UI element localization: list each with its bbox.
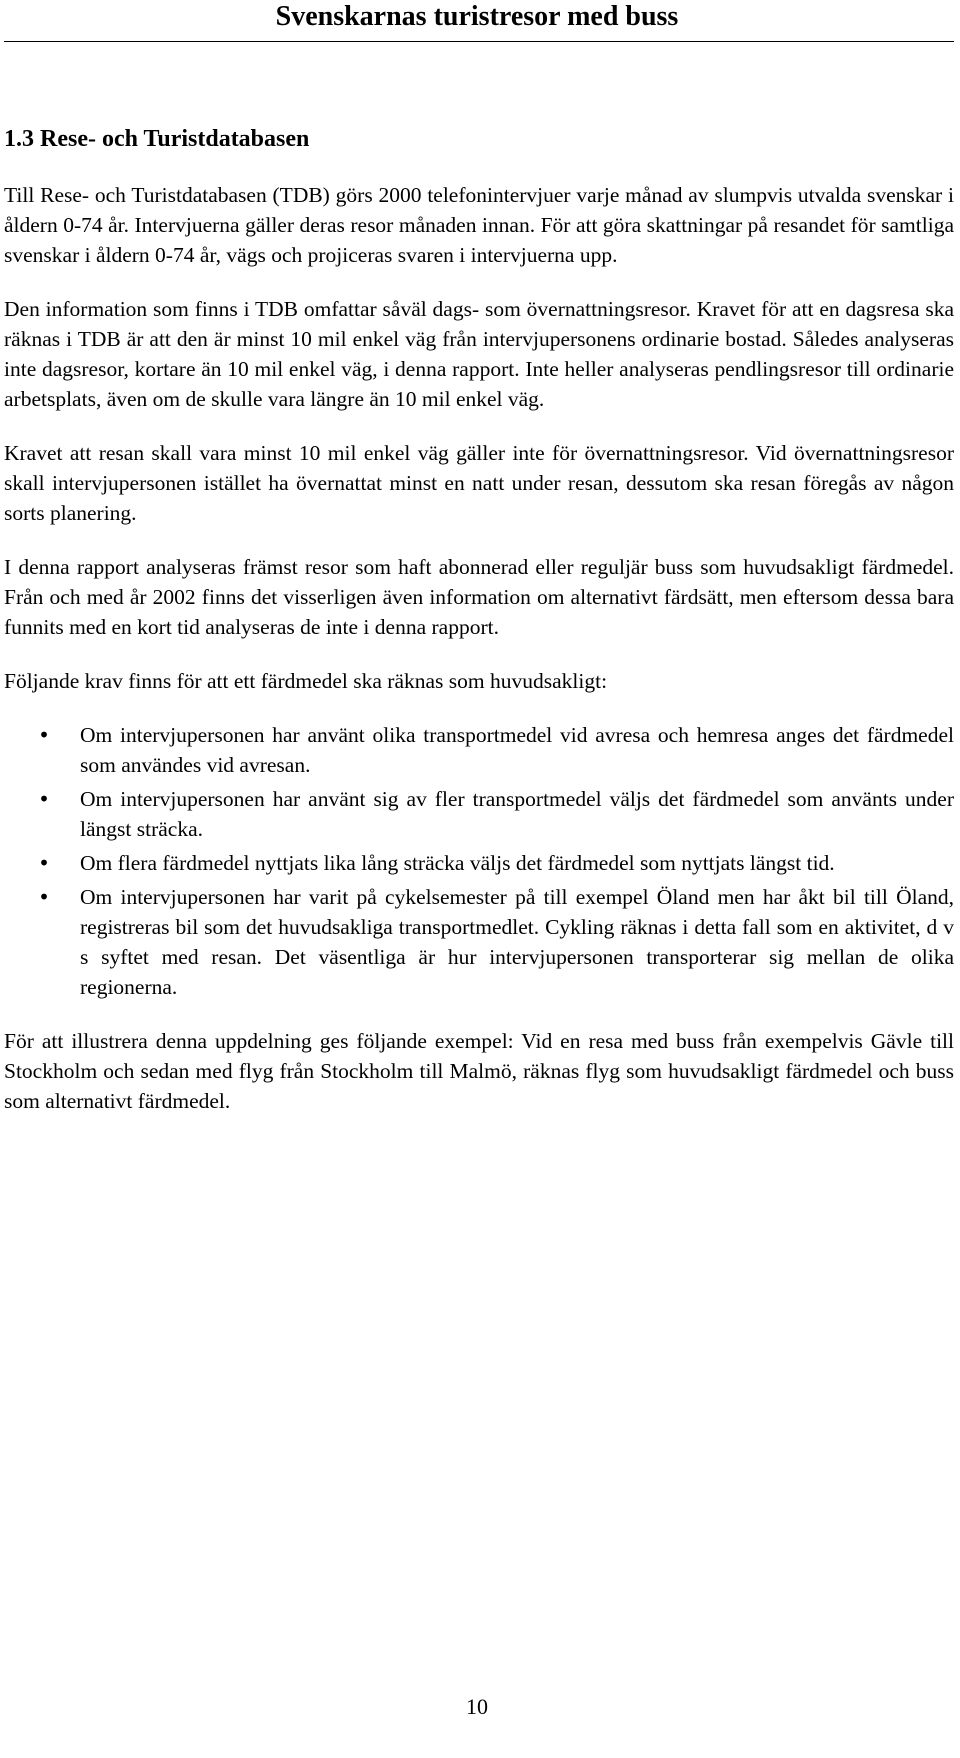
list-item <box>4 784 954 844</box>
paragraph-intro: Till Rese- och Turistdatabasen (TDB) görs 2000 telefonintervjuer varje månad av slumpvis utvalda svenskar i åldern 0-74 år. Intervjuerna gäller deras resor månaden innan. För att göra skattningar på resandet för samtliga svenskar i åldern 0-74 år, vägs och projiceras svaren i intervjuerna upp. <box>4 183 954 267</box>
bullet-icon: • <box>38 787 50 811</box>
paragraph-scope: Den information som finns i TDB omfattar såväl dags- som övernattningsresor. Kravet för att en dagsresa ska räknas i TDB är att den är minst 10 mil enkel väg från intervjupersonens ordinarie bostad. Således analyseras inte dagsresor, kortare än 10 mil enkel väg, i denna rapport. Inte heller analyseras pendlingsresor till ordinarie arbetsplats, även om de skulle vara längre än 10 mil enkel väg. <box>4 297 954 411</box>
paragraph-overnight: Kravet att resan skall vara minst 10 mil enkel väg gäller inte för övernattningsresor. Vid övernattningsresor skall intervjupersonen istället ha övernattat minst en natt under resan, dessutom ska resan föregås av någon sorts planering. <box>4 441 954 525</box>
paragraph-criteria-intro: Följande krav finns för att ett färdmedel ska räknas som huvudsakligt: <box>4 669 608 693</box>
page-content <box>4 122 954 1140</box>
header-rule <box>4 41 954 42</box>
list-item-text: Om intervjupersonen har använt sig av fler transportmedel väljs det färdmedel som använts under längst sträcka. <box>80 787 954 841</box>
list-item-text: Om intervjupersonen har varit på cykelsemester på till exempel Öland men har åkt bil till Öland, registreras bil som det huvudsakliga transportmedlet. Cykling räknas i detta fall som en aktivitet, d v s syftet med resan. Det väsentliga är hur intervjupersonen transporterar sig mellan de olika regionerna. <box>80 885 954 999</box>
list-item <box>4 882 954 1002</box>
list-item <box>4 848 954 878</box>
bullet-icon: • <box>38 723 50 747</box>
list-item-text: Om intervjupersonen har använt olika transportmedel vid avresa och hemresa anges det färdmedel som användes vid avresan. <box>80 723 954 777</box>
section-heading: 1.3 Rese- och Turistdatabasen <box>4 126 310 152</box>
bullet-icon: • <box>38 851 50 875</box>
page-number: 10 <box>466 1694 488 1719</box>
paragraph-bus-focus: I denna rapport analyseras främst resor som haft abonnerad eller reguljär buss som huvudsakligt färdmedel. Från och med år 2002 finns det visserligen även information om alternativt färdsätt, men eftersom dessa bara funnits med en kort tid analyseras de inte i denna rapport. <box>4 555 954 639</box>
bullet-icon: • <box>38 885 50 909</box>
list-item-text: Om flera färdmedel nyttjats lika lång sträcka väljs det färdmedel som nyttjats längst tid. <box>80 851 835 875</box>
paragraph-example: För att illustrera denna uppdelning ges följande exempel: Vid en resa med buss från exempelvis Gävle till Stockholm och sedan med flyg från Stockholm till Malmö, räknas flyg som huvudsakligt färdmedel och buss som alternativt färdmedel. <box>4 1029 954 1113</box>
running-header: Svenskarnas turistresor med buss <box>275 1 679 32</box>
list-item <box>4 720 954 780</box>
criteria-list <box>4 720 954 1002</box>
